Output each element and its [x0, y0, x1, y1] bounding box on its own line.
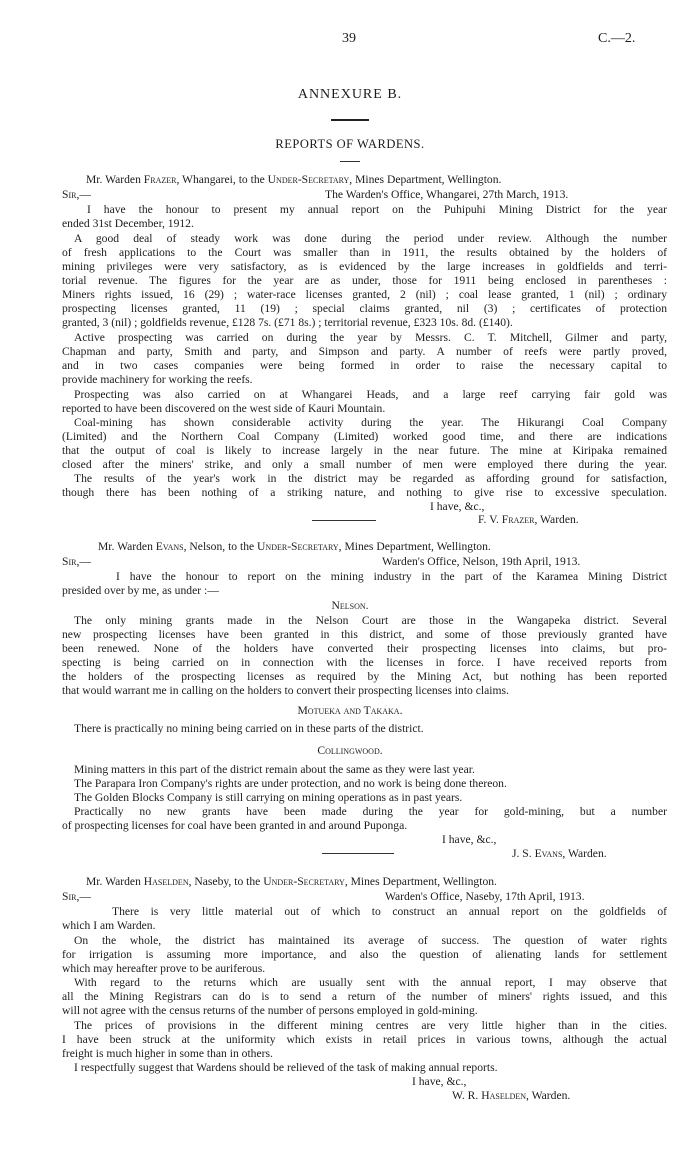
report-2-line: The Parapara Iron Company's rights are under protection, and no work is being done thereon.	[74, 777, 507, 790]
report-3-line: which may hereafter prove to be auriferous.	[62, 962, 266, 975]
title-rule	[331, 119, 369, 121]
report-1-line: mining privileges were very satisfactory, as is evidenced by the large increases in goldfields and terri-	[62, 260, 667, 273]
report-3-salutation: Sir,—	[62, 890, 91, 903]
report-1-line: reported to have been discovered on the west side of Kauri Mountain.	[62, 402, 386, 415]
annexure-title: ANNEXURE B.	[297, 87, 403, 102]
report-2-line: Mining matters in this part of the district remain about the same as they were last year.	[74, 763, 475, 776]
report-3-line: for irrigation is assuming more importance, and also the question of alienating lands for settlement	[62, 948, 667, 961]
report-2-line: of prospecting licenses for coal have been granted in and around Puponga.	[62, 819, 408, 832]
report-2-line: new prospecting licenses have been granted in this district, and some of those previously granted have	[62, 628, 667, 641]
report-3-dateline: Warden's Office, Naseby, 17th April, 1913.	[385, 890, 585, 903]
report-1-rule	[312, 520, 376, 521]
subheading-nelson: Nelson.	[331, 599, 369, 612]
subheading-motueka-takaka: Motueka and Takaka.	[297, 704, 403, 717]
report-1-line: (Limited) and the Northern Coal Company (Limited) worked good time, and there are indications	[62, 430, 667, 443]
report-3-line: There is very little material out of which to construct an annual report on the goldfields of	[112, 905, 667, 918]
report-3-line: I have been struck at the uniformity which exists in retail prices in various towns, although the actual	[62, 1033, 667, 1046]
report-2-line: specting is being carried on in connection with the licenses in force. I have received reports from	[62, 656, 667, 669]
section-title: REPORTS OF WARDENS.	[275, 137, 425, 151]
report-1-line: Chapman and party, Smith and party, and Simpson and party. A number of reefs were partly proved,	[62, 345, 667, 358]
report-2-line: The only mining grants made in the Nelson Court are those in the Wangapeka district. Several	[74, 614, 667, 627]
report-2-line: The Golden Blocks Company is still carrying on mining operations as in past years.	[74, 791, 463, 804]
report-1-line: and in two cases companies were being formed in order to raise the necessary capital to	[62, 359, 667, 372]
report-2-heading: Mr. Warden Evans, Nelson, to the Under-Secretary, Mines Department, Wellington.	[98, 540, 491, 553]
report-1-line: that the output of coal is likely to increase largely in the near future. The mine at Kiripaka remained	[62, 444, 667, 457]
report-2-signature: J. S. Evans, Warden.	[512, 847, 607, 860]
report-2-salutation: Sir,—	[62, 555, 91, 568]
page-number: 39	[342, 31, 356, 46]
report-3-line: all the Mining Registrars can do is to send a return of the number of miners' rights issued, and this	[62, 990, 667, 1003]
section-rule	[340, 161, 360, 162]
report-3-line: The prices of provisions in the different mining centres are very little higher than in the cities.	[74, 1019, 667, 1032]
report-1-closing: I have, &c.,	[430, 500, 485, 513]
report-3-line: On the whole, the district has maintained its average of success. The question of water rights	[74, 934, 667, 947]
report-3-line: which I am Warden.	[62, 919, 156, 932]
report-2-line: There is practically no mining being carried on in these parts of the district.	[74, 722, 424, 735]
report-2-line: I have the honour to report on the mining industry in the part of the Karamea Mining District	[116, 570, 667, 583]
report-3-line: freight is much higher in some than in others.	[62, 1047, 273, 1060]
report-1-line: The results of the year's work in the district may be regarded as affording ground for satisfaction,	[74, 472, 667, 485]
report-1-line: torial revenue. The figures for the year are as under, those for 1911 being enclosed in parentheses :	[62, 274, 667, 287]
report-1-line: Miners rights issued, 16 (29) ; water-race licenses granted, 2 (nil) ; coal lease granted, 1 (nil) ; ordinary	[62, 288, 667, 301]
report-3-signature: W. R. Haselden, Warden.	[452, 1089, 571, 1102]
report-1-line: provide machinery for working the reefs.	[62, 373, 253, 386]
report-1-line: A good deal of steady work was done during the period under review. Although the number	[74, 232, 667, 245]
report-1-line: closed after the miners' strike, and only a small number of men were employed there during the year.	[62, 458, 667, 471]
report-1-line: prospecting licenses granted, 11 (19) ; special claims granted, nil (3) ; certificates of protection	[62, 302, 667, 315]
subheading-collingwood: Collingwood.	[317, 744, 383, 757]
document-reference: C.—2.	[598, 31, 636, 46]
report-2-line: the holders of the prospecting licenses as required by the Mining Act, but nothing has been reported	[62, 670, 667, 683]
report-1-heading: Mr. Warden Frazer, Whangarei, to the Under-Secretary, Mines Department, Wellington.	[86, 173, 502, 186]
report-2-line: been renewed. None of the holders have converted their prospecting licenses into claims, but pro-	[62, 642, 667, 655]
report-2-closing: I have, &c.,	[442, 833, 497, 846]
report-1-signature: F. V. Frazer, Warden.	[478, 513, 579, 526]
report-1-line: Coal-mining has shown considerable activity during the year. The Hikurangi Coal Company	[74, 416, 667, 429]
report-1-line: granted, 3 (nil) ; goldfields revenue, £128 7s. (£71 8s.) ; territorial revenue, £323 10s. 8d. (£140).	[62, 316, 513, 329]
report-1-line: of fresh applications to the Court was smaller than in 1911, the results obtained by the holders of	[62, 246, 667, 259]
report-2-line: Practically no new grants have been made during the year for gold-mining, but a number	[74, 805, 667, 818]
report-1-line: Prospecting was also carried on at Whangarei Heads, and a large reef carrying fair gold was	[74, 388, 667, 401]
report-3-heading: Mr. Warden Haselden, Naseby, to the Under-Secretary, Mines Department, Wellington.	[86, 875, 497, 888]
report-3-line: With regard to the returns which are usually sent with the annual report, I may observe that	[74, 976, 667, 989]
report-3-closing: I have, &c.,	[412, 1075, 467, 1088]
report-1-dateline: The Warden's Office, Whangarei, 27th March, 1913.	[325, 188, 569, 201]
report-2-dateline: Warden's Office, Nelson, 19th April, 1913.	[382, 555, 581, 568]
report-1-salutation: Sir,—	[62, 188, 91, 201]
report-3-line: will not agree with the census returns of the number of persons employed in gold-mining.	[62, 1004, 478, 1017]
report-2-line: presided over by me, as under :—	[62, 584, 219, 597]
report-1-line: though there has been nothing of a striking nature, and nothing to give rise to excessive speculation.	[62, 486, 667, 499]
report-1-line: I have the honour to present my annual report on the Puhipuhi Mining District for the year	[87, 203, 667, 216]
report-2-line: that would warrant me in calling on the holders to convert their prospecting licenses into claims.	[62, 684, 509, 697]
report-3-line: I respectfully suggest that Wardens should be relieved of the task of making annual reports.	[74, 1061, 498, 1074]
report-2-rule	[322, 853, 394, 854]
report-1-line: Active prospecting was carried on during the year by Messrs. C. T. Mitchell, Gilmer and party,	[74, 331, 667, 344]
report-1-line: ended 31st December, 1912.	[62, 217, 194, 230]
